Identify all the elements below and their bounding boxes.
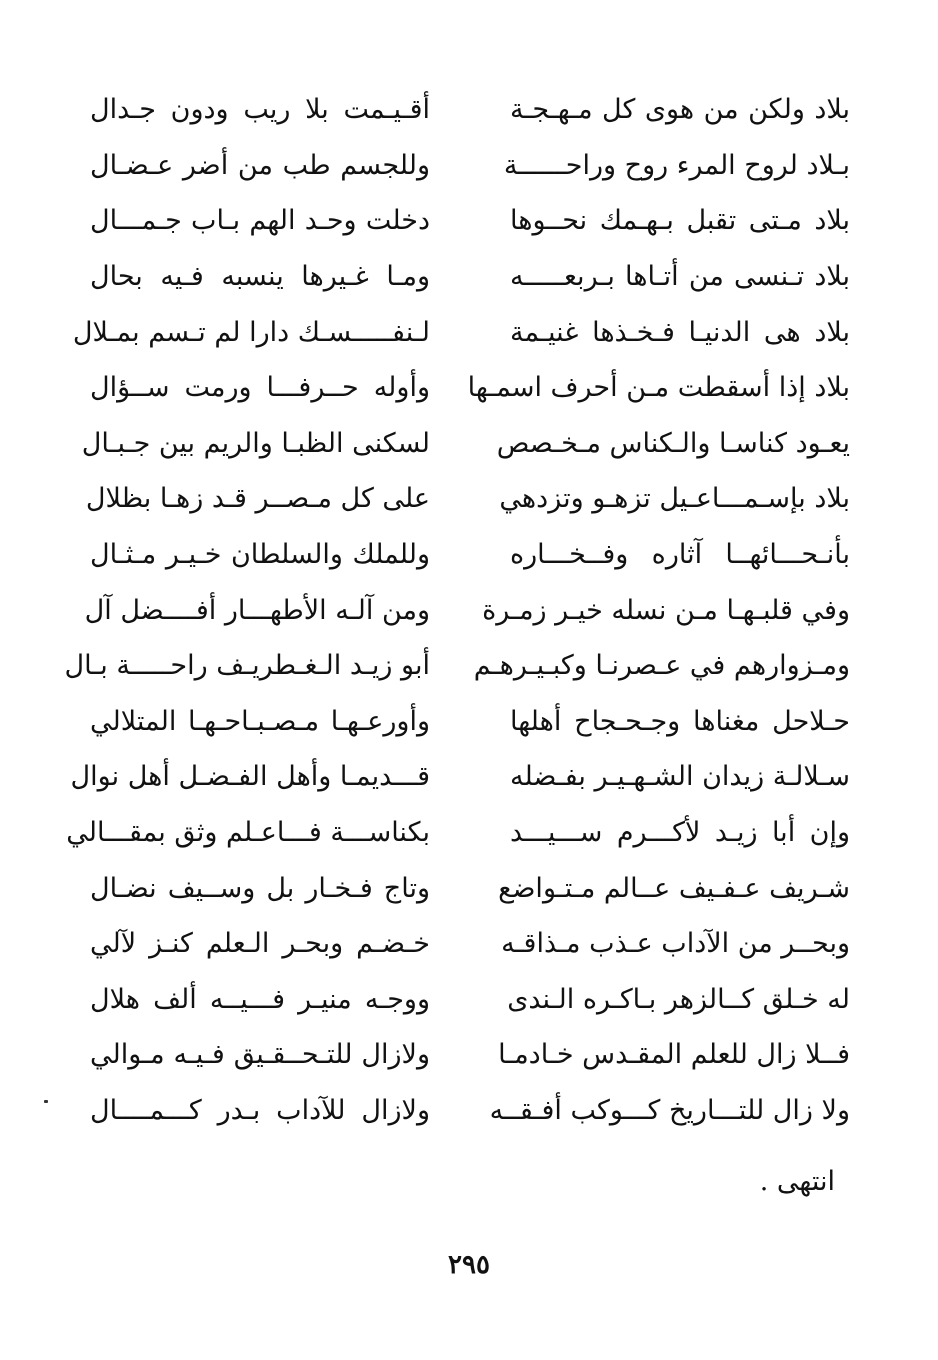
- verse-second-hemistich: ولازال للآداب بـدر كـــمــــال: [90, 1094, 430, 1126]
- verse-first-hemistich: له خـلق كــالزهر بـاكـره الـندى: [507, 983, 850, 1015]
- verse-second-hemistich: دخلت وحـد الهم بـاب جـمـــال: [90, 205, 430, 237]
- verse-second-hemistich: لـنفـــــسـك دارا لم تـسم بمـلال: [72, 316, 430, 348]
- poem-couplet: [60, 1083, 850, 1139]
- verse-second-hemistich: أقـيـمت بلا ريب ودون جـدال: [90, 94, 430, 126]
- verse-second-hemistich: على كل مـصــر قـد زهـا بظلال: [85, 483, 430, 515]
- verse-first-hemistich: يعـود كناسـا والـكناس مـخـصص: [496, 427, 850, 459]
- verse-second-hemistich: وللجسم طب من أضر عـضـال: [90, 149, 430, 181]
- verse-second-hemistich: ومـا غـيرها ينسبه فـيه بحال: [90, 261, 430, 293]
- verse-second-hemistich: بكناســـة فـــاعـلم وثق بمقـــالي: [66, 817, 430, 849]
- verse-first-hemistich: بأنـحـــائهــا آثاره وفــخـــاره: [510, 539, 850, 571]
- poem-couplet: [60, 193, 850, 249]
- verse-second-hemistich: أبو زيـد الـغـطريـف راحـــــة بـال: [64, 650, 430, 682]
- verse-first-hemistich: بـلاد لروح المرء روح وراحــــــة: [503, 149, 850, 181]
- verse-first-hemistich: ومـزوارهم في عـصرنـا وكبـيـرهـم: [473, 650, 850, 682]
- verse-first-hemistich: حـلاحل مغناها وجـحـجاح أهلها: [510, 705, 850, 737]
- poem-couplet: [60, 416, 850, 472]
- verse-second-hemistich: خـضـم وبحـر الـعلم كنـز لآلي: [90, 928, 430, 960]
- verse-second-hemistich: ولازال للتـحــقـيق فـيـه مـوالي: [90, 1039, 430, 1071]
- verse-first-hemistich: شـريف عـفـيف عــالم مـتـواضع: [498, 872, 850, 904]
- verse-first-hemistich: بلاد تـنسى من أتـاها بـربعـــــه: [510, 261, 850, 293]
- verse-second-hemistich: لسكنى الظبـا والريم بين جـبـال: [81, 427, 430, 459]
- poem-couplet: [60, 694, 850, 750]
- poem-couplet: [60, 1027, 850, 1083]
- verse-first-hemistich: ولا زال للتـــاريخ كـــوكب أفـقــه: [489, 1094, 850, 1126]
- poem-couplet: [60, 527, 850, 583]
- poem-ending-note: انتهى .: [759, 1166, 835, 1197]
- verse-first-hemistich: بلاد هى الدنيـا فـخـذها غنيـمة: [510, 316, 850, 348]
- poem-couplet: [60, 749, 850, 805]
- poem-body: [60, 82, 850, 1138]
- verse-first-hemistich: وإن أبا زيـد لأكـــرم ســـيـــد: [510, 817, 850, 849]
- verse-second-hemistich: وأوله حــرفـــا ورمت ســؤال: [90, 372, 430, 404]
- poem-couplet: [60, 638, 850, 694]
- poem-couplet: [60, 304, 850, 360]
- verse-first-hemistich: بلاد ولكن من هوى كل مـهـجـة: [510, 94, 850, 126]
- verse-first-hemistich: بلاد بإسـمـــاعـيل تزهـو وتزدهي: [499, 483, 850, 515]
- poem-couplet: [60, 138, 850, 194]
- verse-second-hemistich: وللملك والسلطان خـيـر مـثـال: [90, 539, 430, 571]
- verse-second-hemistich: ووجـه منيـر فـــيــه ألف هلال: [90, 983, 430, 1015]
- page-number: ٢٩٥: [448, 1250, 490, 1280]
- verse-second-hemistich: وأورعـهـا مـصـبـاحـهـا المتلالي: [90, 705, 430, 737]
- verse-first-hemistich: سـلالـة زيدان الشـهـيـر بفـضله: [509, 761, 850, 793]
- verse-second-hemistich: ومن آلـه الأطهـــار أفــــضل آل: [84, 594, 430, 626]
- scan-speck: [44, 1100, 48, 1103]
- poem-couplet: [60, 916, 850, 972]
- poem-couplet: [60, 860, 850, 916]
- poem-couplet: [60, 972, 850, 1028]
- poem-couplet: [60, 82, 850, 138]
- verse-second-hemistich: قـــديمـا وأهل الفـضـل أهل نوال: [70, 761, 430, 793]
- verse-first-hemistich: بلاد إذا أسقطت مـن أحرف اسمـها: [467, 372, 850, 404]
- verse-first-hemistich: فــلا زال للعلم المقـدس خـادمـا: [498, 1039, 850, 1071]
- verse-first-hemistich: بلاد مـتى تقبل بـهـمك نحــوها: [510, 205, 850, 237]
- poem-couplet: [60, 360, 850, 416]
- poem-couplet: [60, 471, 850, 527]
- poem-couplet: [60, 805, 850, 861]
- verse-first-hemistich: وبحــر من الآداب عـذب مـذاقـه: [501, 928, 850, 960]
- verse-second-hemistich: وتاج فـخـار بل وســيف نضـال: [90, 872, 430, 904]
- poem-couplet: [60, 249, 850, 305]
- verse-first-hemistich: وفي قلبـهـا مـن نسله خيـر زمـرة: [482, 594, 850, 626]
- poem-couplet: [60, 582, 850, 638]
